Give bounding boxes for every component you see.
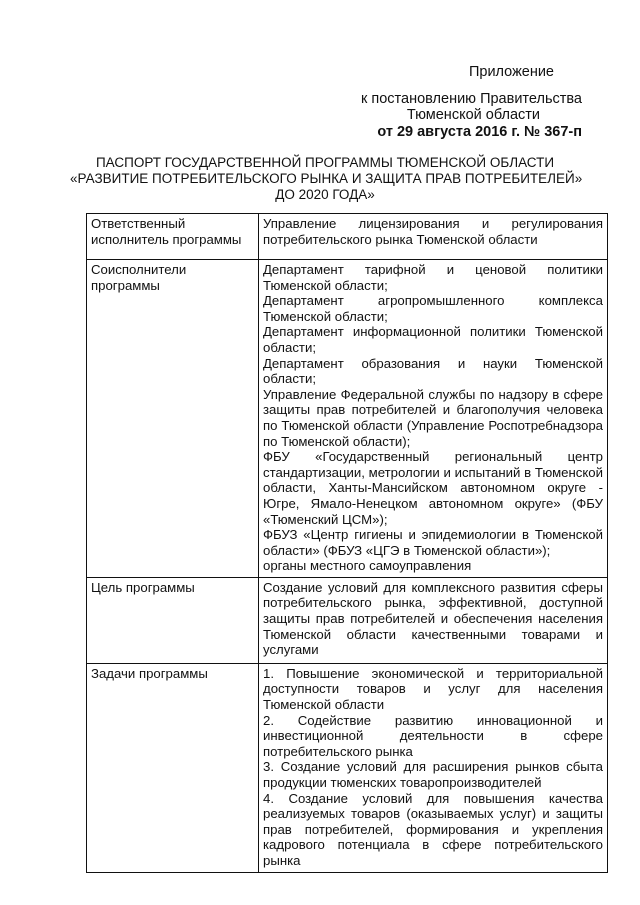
co-executor-item: ФБУЗ «Центр гигиены и эпидемиологии в Тюменской области» (ФБУЗ «ЦГЭ в Тюменской области»); xyxy=(263,527,603,558)
row-label: Цель программы xyxy=(87,577,259,663)
row-label: Соисполнители программы xyxy=(87,260,259,578)
table-row-co-executors xyxy=(87,260,608,578)
passport-title-line: ПАСПОРТ ГОСУДАРСТВЕННОЙ ПРОГРАММЫ ТЮМЕНСКОЙ ОБЛАСТИ xyxy=(95,155,555,170)
co-executor-item: Департамент тарифной и ценовой политики Тюменской области; xyxy=(263,262,603,293)
table-row-goal xyxy=(87,577,608,663)
task-item: 2. Содействие развитию инновационной и инвестиционной деятельности в сфере потребительского рынка xyxy=(263,712,603,759)
table-row-tasks xyxy=(87,663,608,872)
co-executor-item: Департамент агропромышленного комплекса Тюменской области; xyxy=(263,293,603,324)
task-item: 4. Создание условий для повышения качества реализуемых товаров (оказываемых услуг) и защиты прав потребителей, формирования и укрепления кадрового потенциала в сфере потребительского рынка xyxy=(263,790,603,868)
row-value xyxy=(259,663,608,872)
row-value: Создание условий для комплексного развития сферы потребительского рынка, эффективной, доступной защиты прав потребителей и обеспечения населения Тюменской области качественными товарами и услугами xyxy=(259,577,608,663)
appendix-region: Тюменской области xyxy=(406,107,540,123)
passport-title-line: «РАЗВИТИЕ ПОТРЕБИТЕЛЬСКОГО РЫНКА И ЗАЩИТА ПРАВ ПОТРЕБИТЕЛЕЙ» xyxy=(70,171,583,186)
passport-table xyxy=(86,213,608,873)
passport-title xyxy=(70,155,583,203)
task-item: 1. Повышение экономической и территориальной доступности товаров и услуг для населения Тюменской области xyxy=(263,665,603,713)
row-value: Управление лицензирования и регулирования потребительского рынка Тюменской области xyxy=(259,214,608,260)
passport-title-line: ДО 2020 ГОДА» xyxy=(275,187,375,202)
table-row-responsible xyxy=(87,214,608,260)
row-label: Задачи программы xyxy=(87,663,259,872)
co-executor-item: Управление Федеральной службы по надзору в сфере защиты прав потребителей и благополучия человека по Тюменской области (Управление Роспотребнадзора по Тюменской области); xyxy=(263,386,603,449)
co-executor-item: Департамент информационной политики Тюменской области; xyxy=(263,324,603,355)
row-label: Ответственный исполнитель программы xyxy=(87,214,259,260)
appendix-date-number: от 29 августа 2016 г. № 367-п xyxy=(377,124,582,140)
appendix-title: Приложение xyxy=(468,64,554,80)
co-executor-item: ФБУ «Государственный региональный центр стандартизации, метрологии и испытаний в Тюменской области, Ханты-Мансийском автономном округе - Югре, Ямало-Ненецком автономном округе» (ФБУ «Тюменский ЦСМ»); xyxy=(263,449,603,527)
row-value xyxy=(259,260,608,578)
task-item: 3. Создание условий для расширения рынков сбыта продукции тюменских товаропроизводителей xyxy=(263,759,603,791)
co-executor-item: Департамент образования и науки Тюменской области; xyxy=(263,355,603,387)
co-executor-item: органы местного самоуправления xyxy=(263,558,472,574)
appendix-resolution: к постановлению Правительства xyxy=(361,91,582,107)
